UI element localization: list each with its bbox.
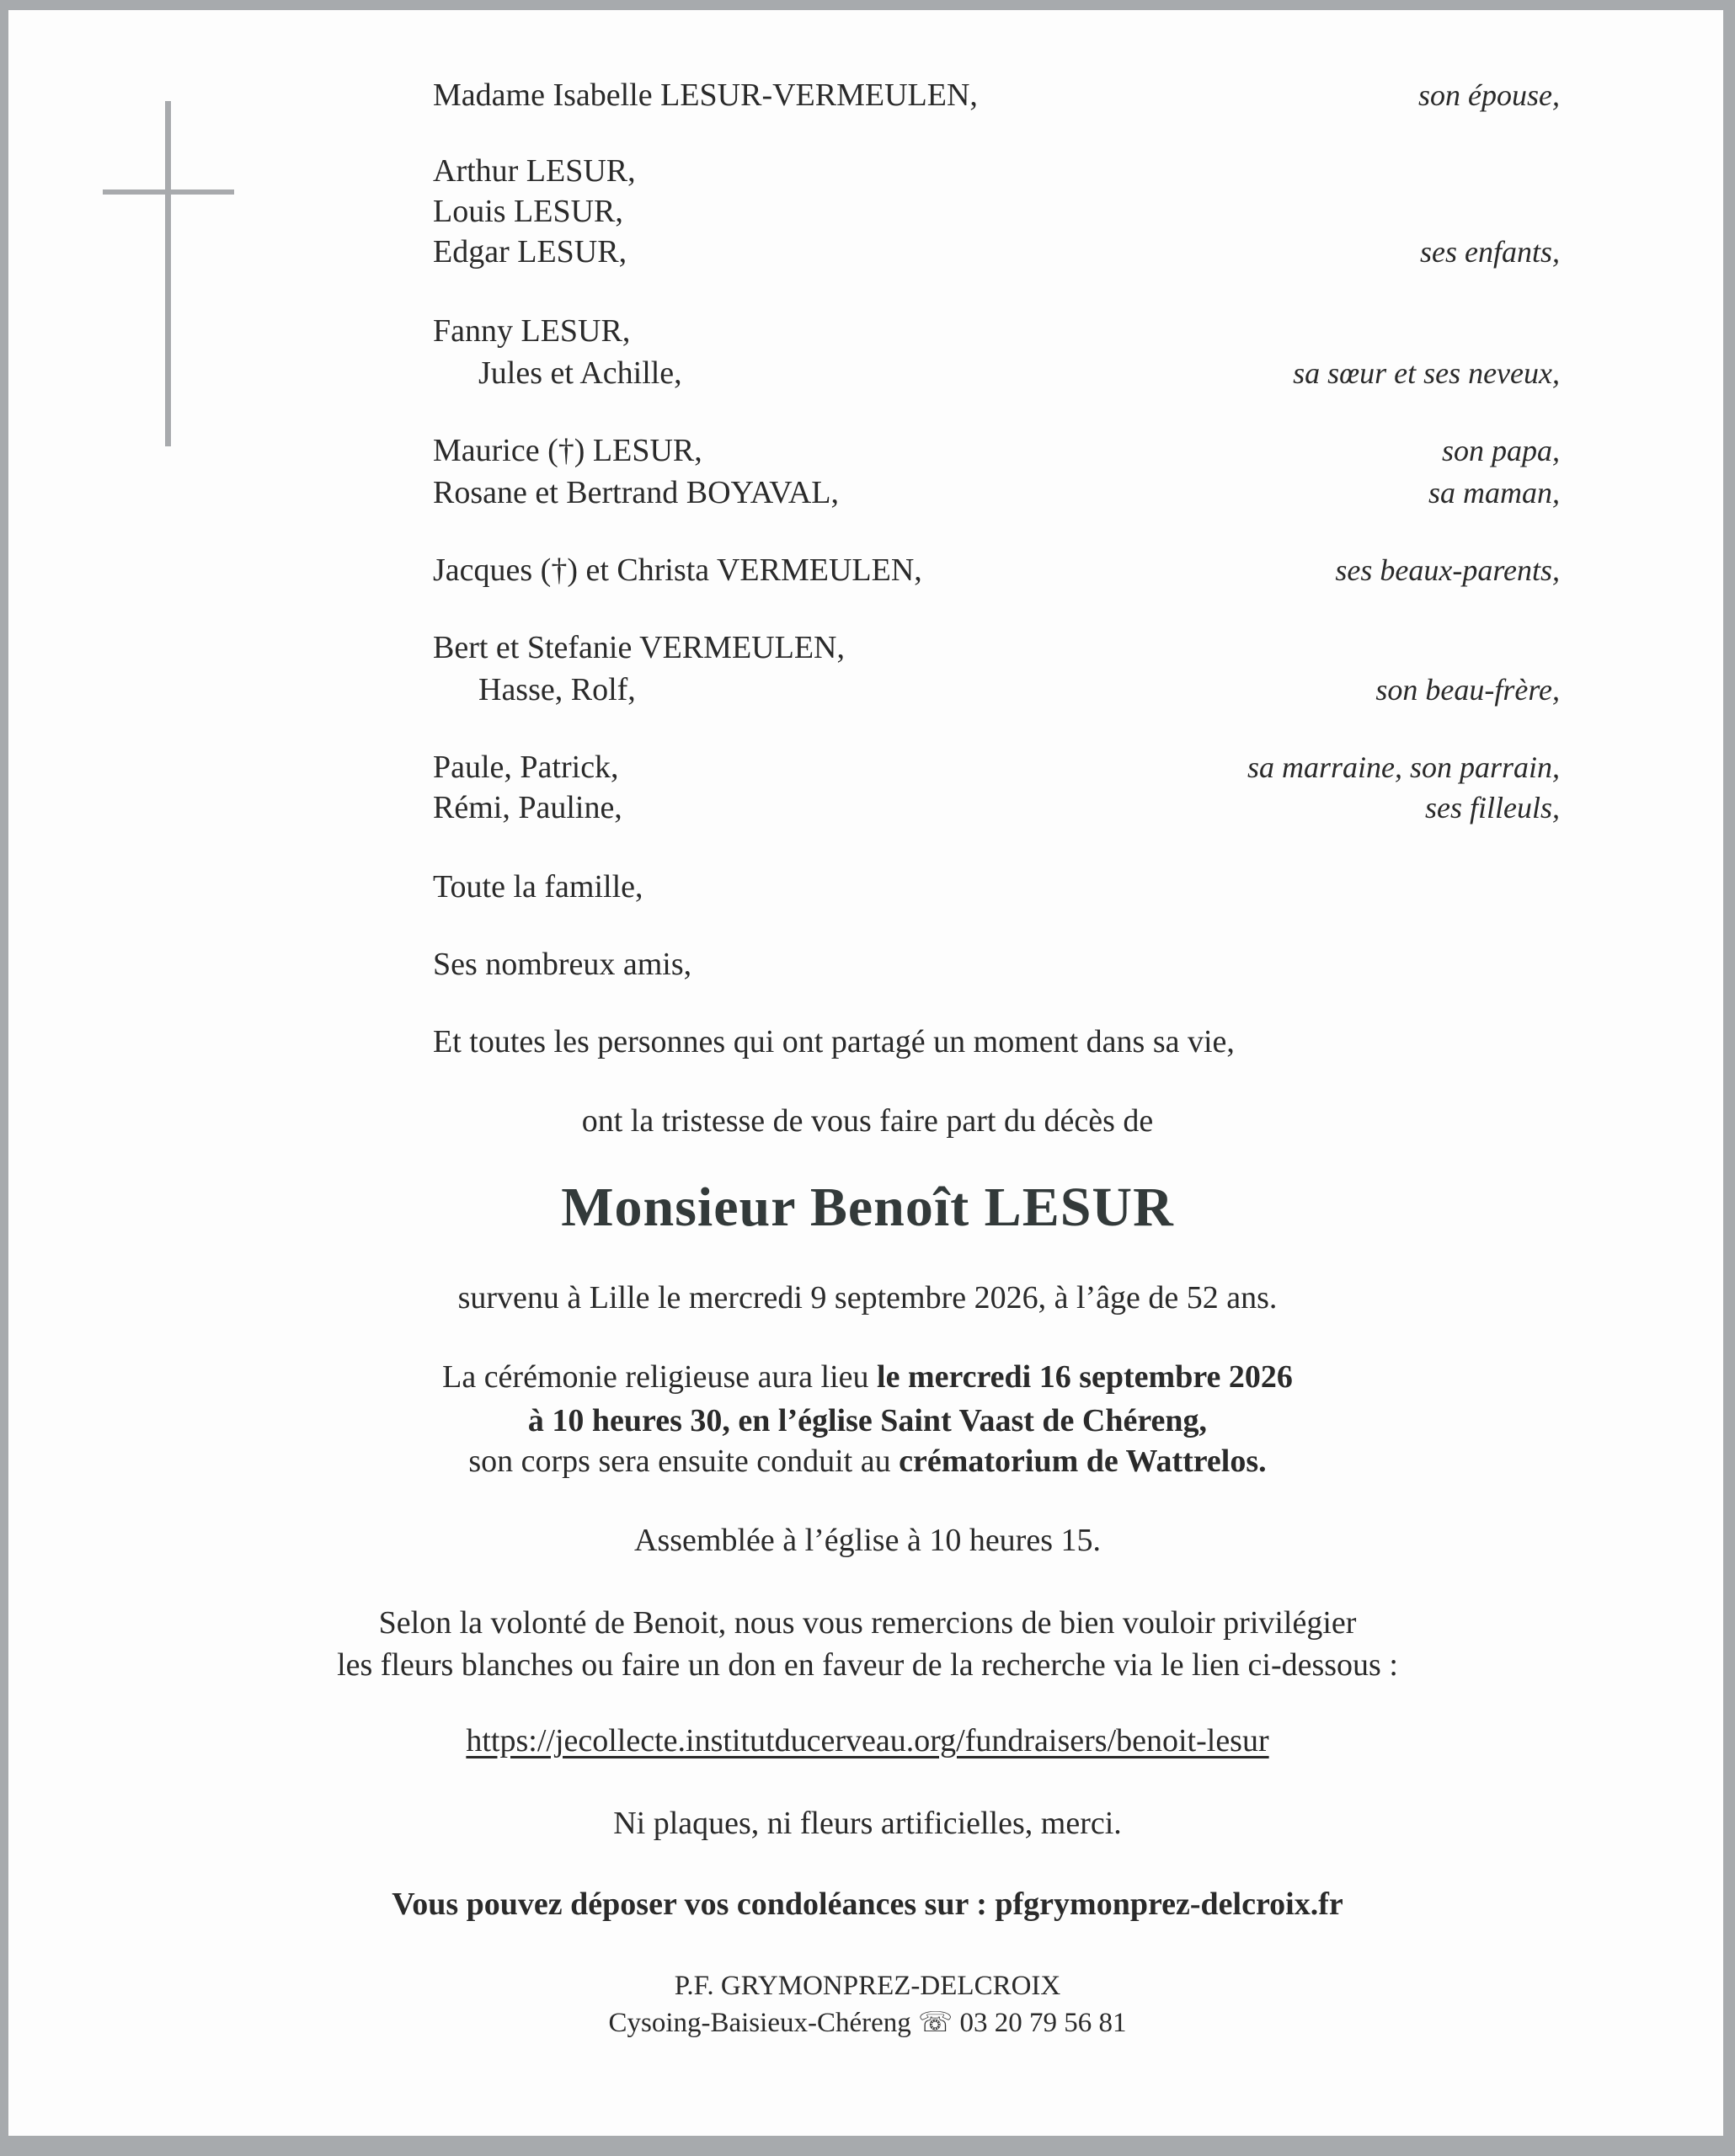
condolences-line — [0, 1883, 1735, 1925]
family-row — [0, 312, 1735, 350]
condolences-label: Vous pouvez déposer vos condoléances sur : — [392, 1886, 996, 1922]
family-row — [0, 788, 1735, 827]
family-member-name: Jules et Achille, — [478, 355, 682, 391]
family-row — [0, 748, 1735, 787]
ceremony-date: le mercredi 16 septembre 2026 — [877, 1359, 1293, 1395]
funeral-home-contact — [0, 2004, 1735, 2041]
family-role: sa maman, — [1428, 476, 1560, 510]
family-member-name: Hasse, Rolf, — [478, 672, 636, 707]
family-member-name: Madame Isabelle LESUR-VERMEULEN, — [433, 77, 978, 113]
family-row — [0, 76, 1735, 115]
family-row — [0, 192, 1735, 231]
ceremony-time-place: à 10 heures 30, en l’église Saint Vaast de Chéreng, — [527, 1403, 1208, 1438]
others-row — [0, 867, 1735, 906]
family-role: ses filleuls, — [1425, 791, 1560, 825]
deceased-name: Monsieur Benoît LESUR — [561, 1177, 1174, 1238]
family-member-name: Paule, Patrick, — [433, 750, 619, 785]
funeral-home-phone[interactable]: 03 20 79 56 81 — [959, 2008, 1127, 2038]
family-member-name: Edgar LESUR, — [433, 234, 627, 270]
family-role: ses beaux-parents, — [1335, 553, 1560, 587]
donation-link-row — [0, 1720, 1735, 1762]
phone-icon: ☏ — [918, 2008, 953, 2038]
donation-link[interactable]: https://jecollecte.institutducerveau.org/fundraisers/benoit-lesur — [466, 1723, 1269, 1758]
others-text: Et toutes les personnes qui ont partagé un moment dans sa vie, — [433, 1024, 1235, 1059]
others-text: Toute la famille, — [433, 869, 643, 905]
others-text: Ses nombreux amis, — [433, 947, 692, 982]
family-row — [0, 473, 1735, 512]
others-row — [0, 945, 1735, 984]
family-row — [0, 152, 1735, 190]
family-row — [0, 551, 1735, 590]
ceremony-crematorium: crématorium de Wattrelos. — [899, 1444, 1267, 1479]
assembly-text: Assemblée à l’église à 10 heures 15. — [634, 1523, 1101, 1558]
family-role: son épouse, — [1418, 78, 1560, 112]
family-member-name: Rosane et Bertrand BOYAVAL, — [433, 475, 839, 510]
family-role: son papa, — [1441, 434, 1560, 467]
family-member-name: Arthur LESUR, — [433, 153, 636, 189]
family-row — [0, 628, 1735, 667]
family-role: ses enfants, — [1420, 235, 1560, 269]
no-flowers-text: Ni plaques, ni fleurs artificielles, merci. — [613, 1806, 1122, 1841]
ceremony-line-3 — [0, 1440, 1735, 1482]
family-member-name: Jacques (†) et Christa VERMEULEN, — [433, 552, 922, 588]
ceremony-line-1 — [0, 1356, 1735, 1398]
condolences-website[interactable]: pfgrymonprez-delcroix.fr — [995, 1886, 1343, 1922]
others-row — [0, 1022, 1735, 1061]
ceremony-after: son corps sera ensuite conduit au — [468, 1444, 900, 1479]
family-row — [0, 354, 1735, 392]
death-info: survenu à Lille le mercredi 9 septembre 2026, à l’âge de 52 ans. — [457, 1280, 1278, 1315]
family-member-name: Rémi, Pauline, — [433, 790, 622, 825]
family-role: sa sœur et ses neveux, — [1293, 356, 1560, 390]
family-role: son beau-frère, — [1375, 673, 1560, 707]
wish-line-1: Selon la volonté de Benoit, nous vous remercions de bien vouloir privilégier — [378, 1605, 1357, 1641]
family-row — [0, 670, 1735, 709]
wish-line-2: les fleurs blanches ou faire un don en faveur de la recherche via le lien ci-dessous : — [337, 1647, 1398, 1683]
family-role: sa marraine, son parrain, — [1247, 750, 1560, 784]
family-member-name: Fanny LESUR, — [433, 313, 631, 349]
family-member-name: Bert et Stefanie VERMEULEN, — [433, 630, 845, 665]
funeral-home-towns: Cysoing-Baisieux-Chéreng — [608, 2008, 911, 2038]
family-row — [0, 232, 1735, 271]
announcement-text: ont la tristesse de vous faire part du décès de — [581, 1103, 1154, 1139]
funeral-home-name: P.F. GRYMONPREZ-DELCROIX — [674, 1971, 1061, 2001]
family-member-name: Louis LESUR, — [433, 194, 623, 229]
ceremony-intro: La cérémonie religieuse aura lieu — [442, 1359, 878, 1395]
family-row — [0, 431, 1735, 470]
family-member-name: Maurice (†) LESUR, — [433, 433, 702, 468]
